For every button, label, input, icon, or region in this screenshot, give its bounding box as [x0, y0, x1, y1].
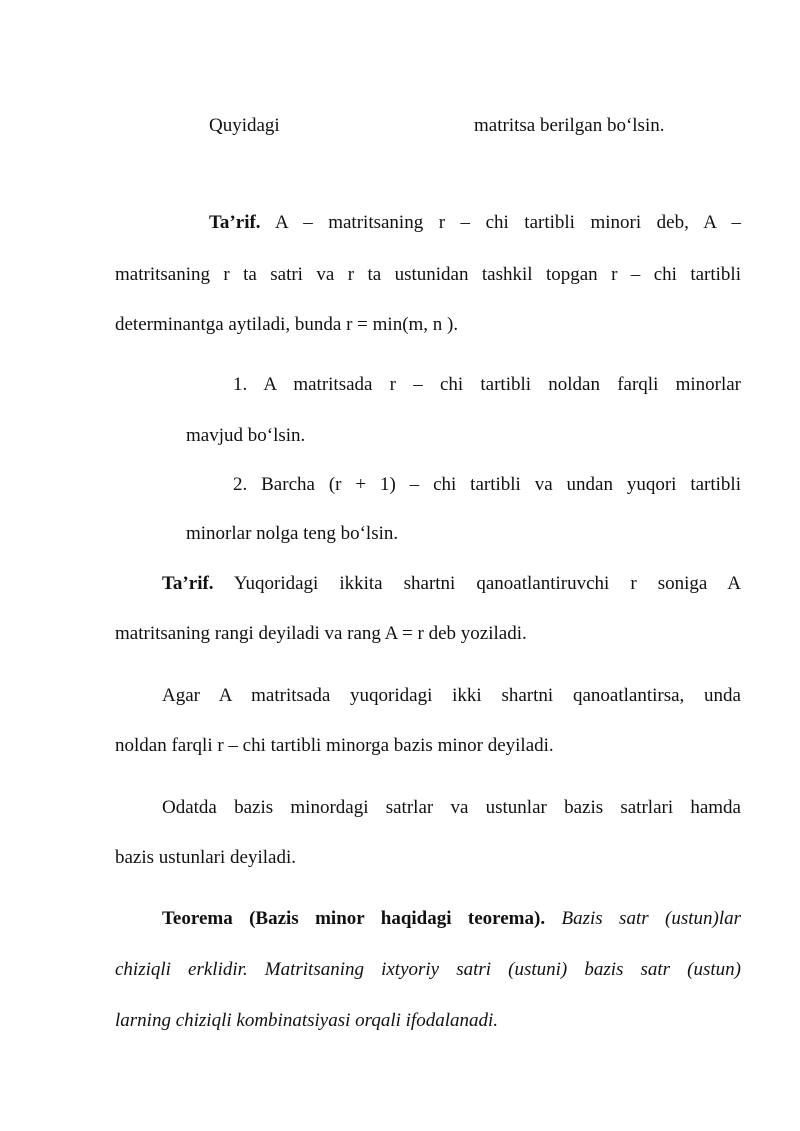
condition-2-line-2: minorlar nolga teng bo‘lsin.	[186, 523, 399, 544]
definition-2-line-1	[162, 572, 741, 596]
definition-1-label: Ta’rif.	[209, 212, 261, 233]
theorem-line-2	[115, 958, 741, 982]
definition-2-label: Ta’rif.	[162, 573, 214, 594]
definition-1-line-3: determinantga aytiladi, bunda r = min(m, n ).	[115, 314, 459, 335]
definition-1-line-1	[209, 211, 741, 235]
intro-text-left: Quyidagi	[209, 115, 280, 136]
theorem-label: Teorema (Bazis minor haqidagi teorema).	[162, 908, 546, 929]
condition-1-line-2: mavjud bo‘lsin.	[186, 425, 306, 446]
theorem-text-1: Bazis satr (ustun)lar	[561, 908, 742, 929]
condition-1-line-1: 1. A matritsada r – chi tartibli noldan farqli minorlar	[233, 374, 741, 395]
intro-text-right: matritsa berilgan bo‘lsin.	[474, 115, 665, 136]
definition-2-line-2: matritsaning rangi deyiladi va rang A = r deb yoziladi.	[115, 623, 527, 644]
condition-2-line-1: 2. Barcha (r + 1) – chi tartibli va undan yuqori tartibli	[233, 474, 741, 495]
basis-paragraph-line-2: noldan farqli r – chi tartibli minorga bazis minor deyiladi.	[115, 735, 554, 756]
theorem-text-3: larning chiziqli kombinatsiyasi orqali ifodalanadi.	[115, 1010, 498, 1031]
theorem-line-1	[162, 907, 741, 931]
theorem-line-3	[115, 1009, 498, 1033]
basis-rows-paragraph-line-1: Odatda bazis minordagi satrlar va ustunlar bazis satrlari hamda	[162, 797, 741, 818]
basis-rows-paragraph-line-2: bazis ustunlari deyiladi.	[115, 847, 296, 868]
theorem-text-2: chiziqli erklidir. Matritsaning ixtyoriy satri (ustuni) bazis satr (ustun)	[115, 959, 741, 980]
definition-1-line-2: matritsaning r ta satri va r ta ustunidan tashkil topgan r – chi tartibli	[115, 264, 741, 285]
definition-2-text: Yuqoridagi ikkita shartni qanoatlantiruvchi r soniga A	[233, 573, 741, 594]
basis-paragraph-line-1: Agar A matritsada yuqoridagi ikki shartni qanoatlantirsa, unda	[162, 685, 741, 706]
definition-1-text: A – matritsaning r – chi tartibli minori deb, A –	[275, 212, 741, 233]
